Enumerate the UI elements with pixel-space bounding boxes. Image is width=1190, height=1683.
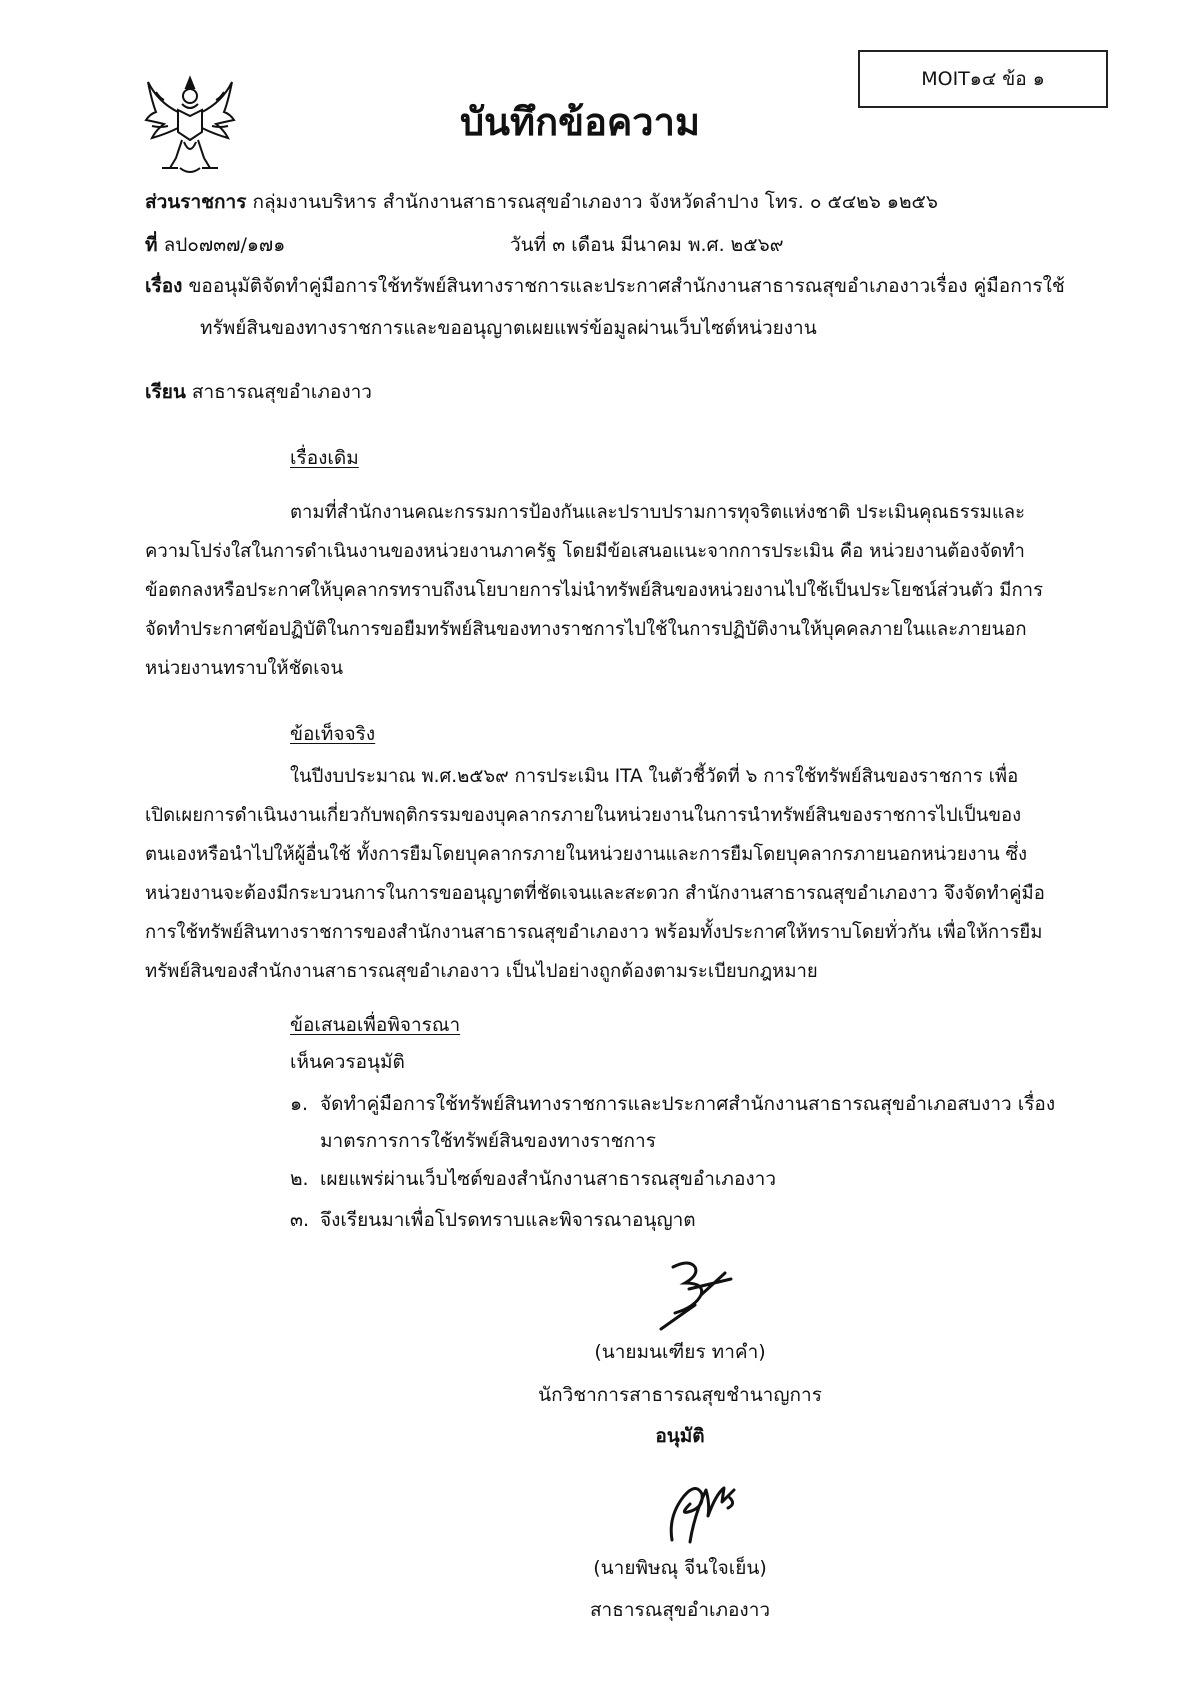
to-label: เรียน (145, 381, 186, 403)
subject-line (145, 274, 1065, 298)
facts-line: การใช้ทรัพย์สินทางราชการของสำนักงานสาธารณสุขอำเภองาว พร้อมทั้งประกาศให้ทราบโดยทั่วกัน เพื่อให้การยืม (145, 922, 1043, 943)
proposal-item-text: จัดทำคู่มือการใช้ทรัพย์สินทางราชการและประกาศสำนักงานสาธารณสุขอำเภอสบงาว เรื่อง (320, 1093, 1056, 1115)
facts-heading: ข้อเท็จจริง (290, 723, 376, 745)
agency-value: กลุ่มงานบริหาร สำนักงานสาธารณสุขอำเภองาว จังหวัดลำปาง โทร. ๐ ๕๔๒๖ ๑๒๕๖ (252, 191, 938, 213)
background-line: ตามที่สำนักงานคณะกรรมการป้องกันและปราบปรามการทุจริตแห่งชาติ ประเมินคุณธรรมและ (290, 502, 1026, 523)
reference-code: MOIT๑๔ ข้อ ๑ (921, 68, 1045, 90)
reference-box (858, 50, 1108, 108)
subject-text-2: ทรัพย์สินของทางราชการและขออนุญาตเผยแพร่ข้อมูลผ่านเว็บไซต์หน่วยงาน (200, 317, 817, 339)
facts-line: ทรัพย์สินของสำนักงานสาธารณสุขอำเภองาว เป็นไปอย่างถูกต้องตามระเบียบกฎหมาย (145, 961, 818, 982)
proposal-heading: ข้อเสนอเพื่อพิจารณา (290, 1014, 461, 1036)
agency-line (145, 190, 938, 214)
facts-line: เปิดเผยการดำเนินงานเกี่ยวกับพฤติกรรมของบุคลากรภายในหน่วยงานในการนำทรัพย์สินของราชการไปเป็นของ (145, 805, 1022, 826)
proposal-item-text: จึงเรียนมาเพื่อโปรดทราบและพิจารณาอนุญาต (320, 1209, 696, 1231)
proposal-intro: เห็นควรอนุมัติ (290, 1051, 405, 1073)
signature-1 (655, 1255, 745, 1335)
doc-number-value: ลป๐๗๓๗/๑๗๑ (163, 234, 286, 256)
agency-label: ส่วนราชการ (145, 191, 247, 213)
garuda-emblem-icon (142, 72, 238, 180)
signer-2-position: สาธารณสุขอำเภองาว (589, 1599, 771, 1621)
background-paragraph (145, 493, 1105, 688)
facts-line: ตนเองหรือนำไปให้ผู้อื่นใช้ ทั้งการยืมโดยบุคลากรภายในหน่วยงานและการยืมโดยบุคลากรภายนอกหน่วยงาน ซึ่ง (145, 844, 1028, 865)
background-heading: เรื่องเดิม (290, 447, 359, 469)
date-line: วันที่ ๓ เดือน มีนาคม พ.ศ. ๒๕๖๙ (510, 234, 784, 256)
proposal-item-text: มาตรการการใช้ทรัพย์สินของทางราชการ (320, 1130, 656, 1152)
background-line: หน่วยงานทราบให้ชัดเจน (145, 658, 344, 679)
subject-label: เรื่อง (145, 275, 183, 297)
background-line: ความโปร่งใสในการดำเนินงานของหน่วยงานภาครัฐ โดยมีข้อเสนอแนะจากการประเมิน คือ หน่วยงานต้องจัดทำ (145, 541, 1025, 562)
signer-1-name: (นายมนเฑียร ทาคำ) (594, 1341, 766, 1363)
approve-label: อนุมัติ (655, 1425, 705, 1447)
doc-number-line (145, 233, 285, 257)
signer-2-name: (นายพิษณุ จีนใจเย็น) (593, 1557, 767, 1579)
subject-text-1: ขออนุมัติจัดทำคู่มือการใช้ทรัพย์สินทางราชการและประกาศสำนักงานสาธารณสุขอำเภองาวเรื่อง คู่มือการใช้ (188, 275, 1065, 297)
proposal-item-number: ๑. (290, 1093, 309, 1115)
memo-title: บันทึกข้อความ (459, 100, 701, 144)
facts-line: ในปีงบประมาณ พ.ศ.๒๕๖๙ การประเมิน ITA ในตัวชี้วัดที่ ๖ การใช้ทรัพย์สินของราชการ เพื่อ (290, 766, 1019, 787)
proposal-item-text: เผยแพร่ผ่านเว็บไซต์ของสำนักงานสาธารณสุขอำเภองาว (320, 1168, 776, 1190)
background-line: จัดทำประกาศข้อปฏิบัติในการขอยืมทรัพย์สินของทางราชการไปใช้ในการปฏิบัติงานให้บุคคลภายในและภายนอก (145, 619, 1027, 640)
to-value: สาธารณสุขอำเภองาว (191, 381, 372, 403)
to-line (145, 380, 372, 404)
proposal-item-number: ๓. (290, 1209, 310, 1231)
facts-paragraph (145, 757, 1105, 991)
signature-2 (650, 1468, 750, 1548)
facts-line: หน่วยงานจะต้องมีกระบวนการในการขออนุญาตที่ชัดเจนและสะดวก สำนักงานสาธารณสุขอำเภองาว จึงจัดทำคู่มือ (145, 883, 1045, 904)
proposal-item-number: ๒. (290, 1168, 309, 1190)
signer-1-position: นักวิชาการสาธารณสุขชำนาญการ (538, 1384, 822, 1406)
background-line: ข้อตกลงหรือประกาศให้บุคลากรทราบถึงนโยบายการไม่นำทรัพย์สินของหน่วยงานไปใช้เป็นประโยชน์ส่วนตัว มีการ (145, 580, 1043, 601)
doc-number-label: ที่ (145, 234, 158, 256)
